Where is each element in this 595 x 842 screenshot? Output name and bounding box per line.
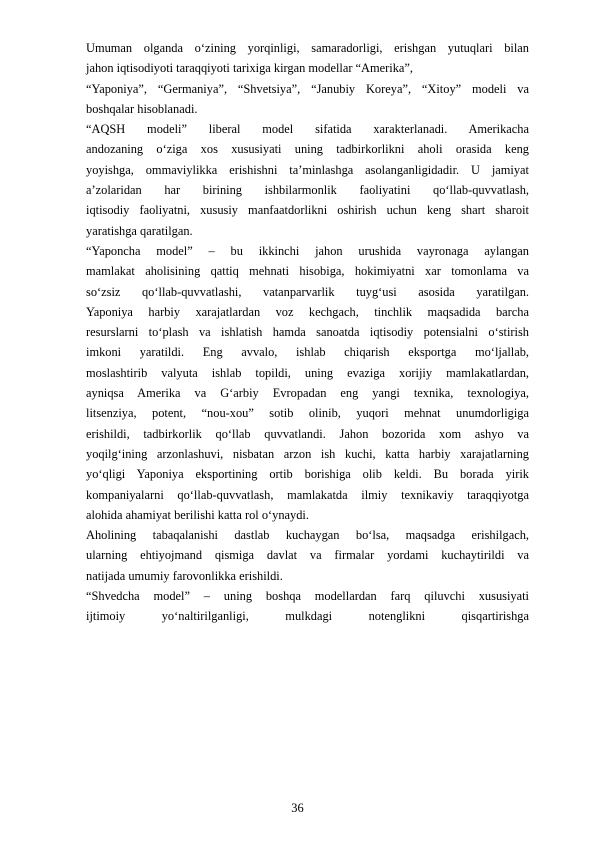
text-line: Aholining tabaqalanishi dastlab kuchaygan bo‘lsa, maqsadga erishilgach, [86, 528, 529, 543]
page-number: 36 [291, 801, 304, 815]
text-line: moslashtirib valyuta ishlab topildi, uning evaziga xorijiy mamlakatlardan, [86, 365, 529, 380]
text-line: yoyishga, ommaviylikka erishishni ta’minlashga asolanganligidadir. U jamiyat [86, 162, 529, 177]
text-line: natijada umumiy farovonlikka erishildi. [86, 568, 283, 583]
body-text [86, 38, 529, 627]
text-line: “Yaponcha model” – bu ikkinchi jahon urushida vayronaga aylangan [86, 243, 529, 258]
text-line: Umuman olganda o‘zining yorqinligi, samaradorligi, erishgan yutuqlari bilan [86, 41, 529, 55]
text-line: imkoni yaratildi. Eng avvalo, ishlab chiqarish eksportga mo‘ljallab, [86, 345, 529, 360]
text-line: alohida ahamiyat berilishi katta rol o‘ynaydi. [86, 507, 309, 522]
text-line: iqtisodiy faoliyatni, xususiy manfaatdorlikni oshirish uchun keng shart sharoit [86, 203, 529, 218]
text-line: yaratishga qaratilgan. [86, 223, 193, 238]
text-line: jahon iqtisodiyoti taraqqiyoti tarixiga kirgan modellar “Amerika”, [86, 61, 414, 76]
text-line: mamlakat aholisining qattiq mehnati hisobiga, hokimiyatni xar tomonlama va [86, 264, 529, 279]
text-line: ayniqsa Amerika va G‘arbiy Evropadan eng yangi texnika, texnologiya, [86, 386, 529, 401]
text-line: yo‘qligi Yaponiya eksportining ortib borishiga olib keldi. Bu borada yirik [86, 467, 529, 482]
text-line: litsenziya, potent, “nou-xou” sotib olinib, yuqori mehnat unumdorligiga [86, 406, 529, 421]
text-line: Yaponiya harbiy xarajatlardan voz kechgach, tinchlik maqsadida barcha [86, 304, 529, 319]
text-line: “AQSH modeli” liberal model sifatida xarakterlanadi. Amerikacha [86, 122, 529, 137]
text-line: “Shvedcha model” – uning boshqa modellardan farq qiluvchi xususiyati [86, 589, 529, 604]
text-line: kompaniyalarni qo‘llab-quvvatlash, mamlakatda ilmiy texnikaviy taraqqiyotga [86, 487, 529, 502]
text-line: ularning ehtiyojmand qismiga davlat va firmalar yordami kuchaytirildi va [86, 548, 529, 563]
text-line: a’zolaridan har birining ishbilarmonlik faoliyatini qo‘llab-quvvatlash, [86, 183, 529, 198]
text-line: andozaning o‘ziga xos xususiyati uning tadbirkorlikni aholi orasida keng [86, 142, 529, 157]
text-line: yoqilg‘ining arzonlashuvi, nisbatan arzon ish kuchi, katta harbiy xarajatlarning [86, 446, 529, 461]
text-line: so‘zsiz qo‘llab-quvvatlashi, vatanparvarlik tuyg‘usi asosida yaratilgan. [86, 284, 529, 299]
text-line: ijtimoiy yo‘naltirilganligi, mulkdagi notenglikni qisqartirishga [86, 609, 529, 624]
text-line: erishildi, tadbirkorlik qo‘llab quvvatlandi. Jahon bozorida xom ashyo va [86, 426, 529, 441]
text-line: boshqalar hisoblanadi. [86, 101, 198, 116]
text-line: resurslarni to‘plash va ishlatish hamda sanoatda iqtisodiy potensialni o‘stirish [86, 325, 529, 340]
text-line: “Yaponiya”, “Germaniya”, “Shvetsiya”, “Janubiy Koreya”, “Xitoy” modeli va [86, 81, 529, 96]
